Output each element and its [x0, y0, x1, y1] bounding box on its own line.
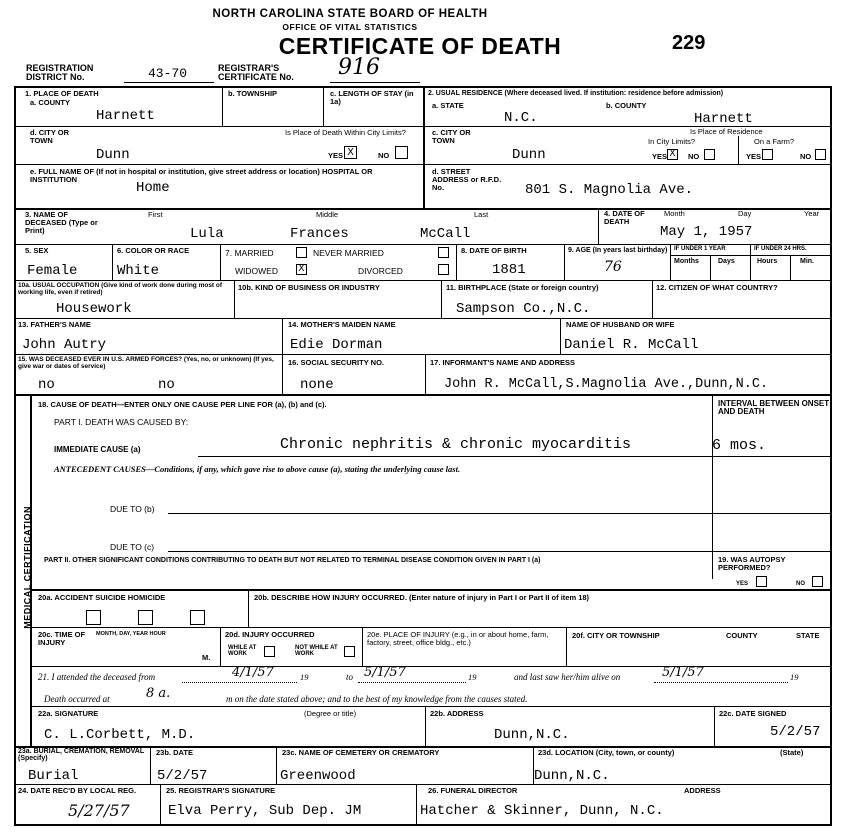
- funeral-director-value: Hatcher & Skinner, Dunn, N.C.: [420, 803, 664, 819]
- hospital-label: e. FULL NAME OF (If not in hospital or institution, give street address or location) HOSPITAL OR INSTITUTION: [30, 167, 373, 184]
- registrar-signature-value: Elva Perry, Sub Dep. JM: [168, 803, 362, 819]
- hospital-value: Home: [136, 180, 170, 196]
- date-received-label: 24. DATE REC'D BY LOCAL REG.: [18, 786, 137, 795]
- last-saw-value: 5/1/57: [662, 665, 704, 680]
- death-city-label: d. CITY OR TOWN: [30, 128, 70, 145]
- birthplace-label: 11. BIRTHPLACE (State or foreign country): [446, 283, 599, 292]
- registrar-signature-label: 25. REGISTRAR'S SIGNATURE: [166, 786, 276, 795]
- burial-location-value: Dunn,N.C.: [534, 768, 610, 784]
- date-of-death-label: 4. DATE OF DEATH: [604, 209, 645, 226]
- time-m-label: M.: [202, 653, 211, 662]
- accident-checkbox[interactable]: [86, 610, 101, 625]
- due-to-b-label: DUE TO (b): [110, 504, 155, 514]
- citizen-label: 12. CITIZEN OF WHAT COUNTRY?: [656, 283, 778, 292]
- residence-city-label: c. CITY OR TOWN: [432, 128, 471, 145]
- date-signed-label: 22c. DATE SIGNED: [719, 709, 787, 718]
- physician-address-value: Dunn,N.C.: [494, 727, 570, 743]
- month-label: Month: [664, 209, 685, 218]
- registrar-certificate-value: 916: [338, 55, 380, 80]
- married-label: 7. MARRIED: [225, 248, 274, 258]
- registration-district-label: REGISTRATION DISTRICT No.: [26, 63, 94, 83]
- autopsy-yes-label: YES: [736, 581, 749, 587]
- time-of-injury-label: 20c. TIME OF INJURY: [38, 630, 86, 647]
- cemetery-value: Greenwood: [280, 768, 356, 784]
- length-of-stay-label: c. LENGTH OF STAY (in 1a): [330, 89, 414, 106]
- burial-location-label: 23d. LOCATION (City, town, or county): [538, 748, 675, 757]
- while-at-work-label: WHILE AT WORK: [228, 645, 257, 658]
- minutes-label: Min.: [800, 258, 814, 265]
- race-value: White: [117, 263, 160, 279]
- birth-date-value: 1881: [492, 262, 526, 278]
- part-one-label: PART I. DEATH WAS CAUSED BY:: [54, 417, 189, 427]
- within-city-limits-label: Is Place of Death Within City Limits?: [285, 128, 406, 137]
- first-name-label: First: [148, 210, 163, 219]
- death-occurred-rest: m on the date stated above; and to the best of my knowledge from the causes stated.: [226, 694, 528, 704]
- never-married-label: NEVER MARRIED: [313, 248, 384, 258]
- place-of-injury-label: 20e. PLACE OF INJURY (e.g., in or about home, farm, factory, street, office bldg., etc.): [367, 630, 549, 647]
- ssn-label: 16. SOCIAL SECURITY NO.: [288, 358, 384, 367]
- burial-removal-value: Burial: [28, 768, 79, 784]
- limits-yes-label: YES: [652, 152, 668, 161]
- farm-no-checkbox[interactable]: [815, 149, 826, 160]
- autopsy-yes-checkbox[interactable]: [756, 576, 767, 587]
- not-at-work-label: NOT WHILE AT WORK: [295, 645, 338, 658]
- widowed-label: WIDOWED: [235, 266, 278, 276]
- burial-state-label: (State): [780, 748, 804, 757]
- last-name-value: McCall: [420, 226, 471, 242]
- age-value: 76: [604, 259, 622, 275]
- certificate-number: 229: [672, 32, 706, 54]
- attended-to-19-label: 19: [468, 672, 477, 682]
- funeral-director-address-label: ADDRESS: [684, 786, 721, 795]
- hours-label: Hours: [757, 258, 778, 265]
- death-township-label: b. TOWNSHIP: [228, 89, 278, 98]
- immediate-cause-value: Chronic nephritis & chronic myocarditis: [280, 436, 632, 453]
- days-label: Days: [718, 258, 735, 265]
- date-signed-value: 5/2/57: [770, 724, 821, 740]
- homicide-checkbox[interactable]: [190, 610, 205, 625]
- birth-date-label: 8. DATE OF BIRTH: [461, 246, 527, 255]
- informant-label: 17. INFORMANT'S NAME AND ADDRESS: [430, 358, 575, 367]
- middle-name-label: Middle: [316, 210, 339, 219]
- burial-removal-label: 23a. BURIAL, CREMATION, REMOVAL (Specify): [18, 748, 145, 763]
- medical-certification-side-label: MEDICAL CERTIFICATION: [22, 506, 33, 629]
- day-label: Day: [738, 209, 752, 218]
- occupation-value: Housework: [56, 301, 132, 317]
- death-county-label: a. COUNTY: [30, 98, 71, 107]
- married-checkbox[interactable]: [296, 247, 307, 258]
- months-label: Months: [674, 258, 699, 265]
- limits-no-label: NO: [688, 152, 700, 161]
- last-saw-label: and last saw her/him alive on: [514, 672, 621, 682]
- registrar-certificate-label: REGISTRAR'S CERTIFICATE No.: [218, 63, 294, 83]
- residence-state-label: a. STATE: [432, 101, 464, 110]
- city-township-label: 20f. CITY OR TOWNSHIP: [572, 631, 660, 640]
- degree-label: (Degree or title): [304, 709, 357, 718]
- agency-name: NORTH CAROLINA STATE BOARD OF HEALTH: [212, 8, 488, 20]
- residence-label: 2. USUAL RESIDENCE (Where deceased lived. If institution: residence before admission): [428, 90, 724, 97]
- father-label: 13. FATHER'S NAME: [18, 320, 91, 329]
- spouse-value: Daniel R. McCall: [564, 337, 699, 353]
- last-name-label: Last: [474, 210, 489, 219]
- while-at-work-checkbox[interactable]: [264, 646, 275, 657]
- attended-to-label: to: [346, 672, 354, 682]
- time-of-injury-sub: MONTH, DAY, YEAR HOUR: [96, 631, 166, 637]
- armed-forces-value: no: [38, 377, 55, 393]
- street-value: 801 S. Magnolia Ave.: [525, 182, 694, 198]
- residence-state-value: N.C.: [504, 110, 538, 126]
- injury-state-label: STATE: [796, 631, 820, 640]
- father-value: John Autry: [22, 337, 107, 353]
- birthplace-value: Sampson Co.,N.C.: [456, 301, 591, 317]
- autopsy-no-checkbox[interactable]: [812, 576, 823, 587]
- suicide-checkbox[interactable]: [138, 610, 153, 625]
- death-occurred-value: 8 a.: [146, 686, 171, 701]
- mother-label: 14. MOTHER'S MAIDEN NAME: [288, 320, 396, 329]
- under-24-hours-label: IF UNDER 24 HRS.: [754, 246, 807, 252]
- occupation-label: 10a. USUAL OCCUPATION (Give kind of work done during most of working life, even if retired): [18, 282, 223, 296]
- widowed-checkbox[interactable]: X: [296, 264, 307, 275]
- street-label: d. STREET ADDRESS or R.F.D. No.: [432, 167, 502, 192]
- place-of-residence-label: Is Place of Residence: [690, 127, 763, 136]
- burial-date-value: 5/2/57: [157, 768, 208, 784]
- death-limits-yes-label: YES: [328, 151, 344, 160]
- city-limits-label: In City Limits?: [648, 137, 696, 146]
- injury-occurred-label: 20d. INJURY OCCURRED: [225, 630, 315, 639]
- sex-value: Female: [27, 263, 78, 279]
- death-county-value: Harnett: [96, 108, 155, 124]
- sex-label: 5. SEX: [25, 246, 49, 255]
- interval-value: 6 mos.: [712, 437, 767, 454]
- year-label: Year: [804, 209, 820, 218]
- age-label: 9. AGE (In years last birthday): [568, 247, 668, 254]
- armed-forces-label: 15. WAS DECEASED EVER IN U.S. ARMED FORCES? (Yes, no, or unknown) (If yes, give war or dates of service): [18, 356, 274, 370]
- farm-yes-label: YES: [746, 152, 762, 161]
- signature-value: C. L.Corbett, M.D.: [44, 727, 196, 743]
- injury-description-label: 20b. DESCRIBE HOW INJURY OCCURRED. (Enter nature of injury in Part I or Part II of item 18): [254, 593, 590, 602]
- residence-city-value: Dunn: [512, 147, 546, 163]
- first-name-value: Lula: [190, 226, 224, 242]
- not-at-work-checkbox[interactable]: [344, 646, 355, 657]
- under-one-year-label: IF UNDER 1 YEAR: [674, 246, 726, 252]
- divorced-label: DIVORCED: [358, 266, 403, 276]
- part-two-label: PART II. OTHER SIGNIFICANT CONDITIONS CONTRIBUTING TO DEATH BUT NOT RELATED TO TERMINAL DISEASE CONDITION GIVEN IN PART I (a): [44, 557, 541, 564]
- divorced-checkbox[interactable]: [438, 264, 449, 275]
- physician-address-label: 22b. ADDRESS: [430, 709, 484, 718]
- deceased-name-label: 3. NAME OF DECEASED (Type or Print): [25, 210, 98, 235]
- cause-of-death-label: 18. CAUSE OF DEATH—ENTER ONLY ONE CAUSE PER LINE FOR (a), (b) and (c).: [38, 400, 327, 409]
- attended-19-label: 19: [300, 672, 309, 682]
- death-limits-yes-checkbox[interactable]: X: [344, 146, 357, 159]
- antecedent-label: ANTECEDENT CAUSES—Conditions, if any, which gave rise to above cause (a), stating the underlying cause last.: [54, 464, 461, 474]
- never-married-checkbox[interactable]: [438, 247, 449, 258]
- mother-value: Edie Dorman: [290, 337, 383, 353]
- limits-no-checkbox[interactable]: [704, 149, 715, 160]
- death-limits-no-checkbox[interactable]: [395, 146, 408, 159]
- cemetery-label: 23c. NAME OF CEMETERY OR CREMATORY: [282, 748, 440, 757]
- middle-name-value: Frances: [290, 226, 349, 242]
- informant-value: John R. McCall,S.Magnolia Ave.,Dunn,N.C.: [444, 377, 769, 392]
- immediate-cause-label: IMMEDIATE CAUSE (a): [54, 445, 141, 454]
- office-name: OFFICE OF VITAL STATISTICS: [282, 22, 418, 32]
- business-label: 10b. KIND OF BUSINESS OR INDUSTRY: [238, 283, 380, 292]
- date-of-death-value: May 1, 1957: [660, 224, 753, 240]
- on-farm-label: On a Farm?: [754, 137, 795, 146]
- injury-county-label: COUNTY: [726, 631, 758, 640]
- certificate-title: CERTIFICATE OF DEATH: [278, 33, 562, 59]
- armed-forces-dates-value: no: [158, 377, 175, 393]
- due-to-c-label: DUE TO (c): [110, 542, 155, 552]
- interval-label: INTERVAL BETWEEN ONSET AND DEATH: [718, 399, 830, 417]
- signature-label: 22a. SIGNATURE: [38, 709, 99, 718]
- burial-date-label: 23b. DATE: [156, 748, 193, 757]
- attended-from-value: 4/1/57: [232, 665, 274, 680]
- death-limits-no-label: NO: [378, 151, 390, 160]
- registration-district-value: 43-70: [148, 66, 188, 81]
- death-city-value: Dunn: [96, 147, 130, 163]
- attended-to-value: 5/1/57: [364, 665, 406, 680]
- farm-yes-checkbox[interactable]: [762, 149, 773, 160]
- race-label: 6. COLOR OR RACE: [117, 246, 190, 255]
- place-of-death-label: 1. PLACE OF DEATH: [25, 89, 99, 98]
- limits-yes-checkbox[interactable]: X: [667, 149, 678, 160]
- funeral-director-label: 26. FUNERAL DIRECTOR: [428, 786, 518, 795]
- residence-county-value: Harnett: [694, 111, 753, 127]
- autopsy-label: 19. WAS AUTOPSY PERFORMED?: [718, 555, 786, 572]
- residence-county-label: b. COUNTY: [606, 101, 647, 110]
- ssn-value: none: [300, 377, 334, 393]
- accident-suicide-homicide-label: 20a. ACCIDENT SUICIDE HOMICIDE: [38, 593, 166, 602]
- last-saw-19-label: 19: [790, 672, 799, 682]
- attended-label: 21. I attended the deceased from: [38, 672, 156, 682]
- death-occurred-label: Death occurred at: [44, 694, 110, 704]
- farm-no-label: NO: [800, 152, 812, 161]
- date-received-value: 5/27/57: [68, 801, 130, 820]
- autopsy-no-label: NO: [796, 581, 805, 587]
- spouse-label: NAME OF HUSBAND OR WIFE: [566, 320, 675, 329]
